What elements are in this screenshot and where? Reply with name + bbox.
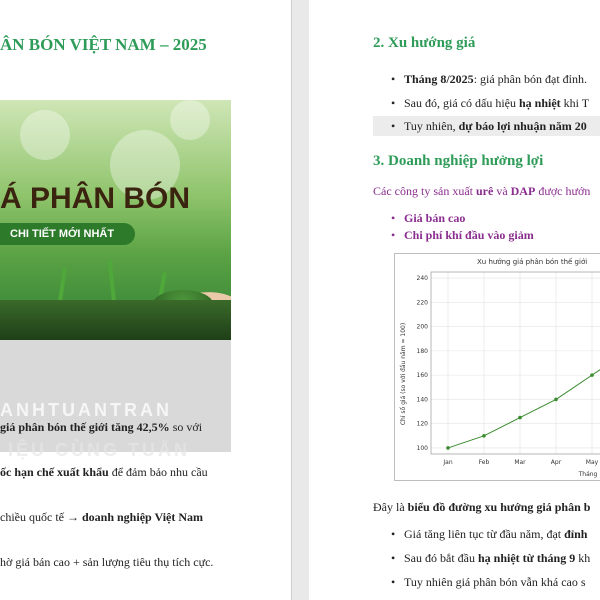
chart-data-point [518, 416, 522, 420]
chart-x-tick-label: May [585, 459, 599, 466]
chart-x-axis-label: Tháng [578, 471, 598, 478]
after-chart-bullet: Giá tăng liên tục từ đầu năm, đạt đỉnh [404, 527, 588, 541]
section-2-heading: 2. Xu hướng giá [373, 35, 476, 51]
chart-y-tick-label: 160 [416, 372, 428, 380]
document-page-right [309, 0, 600, 600]
chart-svg [395, 254, 600, 482]
chart-y-tick-label: 200 [416, 323, 428, 331]
bullet-glyph: • [391, 527, 396, 541]
bullet-glyph: • [391, 72, 396, 86]
image-placeholder-panel [0, 340, 231, 452]
after-chart-bullet: Tuy nhiên giá phân bón vẫn khá cao s [404, 575, 586, 589]
body-line: chiều quốc tế → doanh nghiệp Việt Nam [0, 510, 204, 524]
chart-plot-frame [431, 272, 600, 454]
chart-x-tick-label: Jan [443, 459, 453, 466]
body-line: ốc hạn chế xuất khẩu để đảm bảo nhu cầu [0, 465, 208, 479]
document-title: ÂN BÓN VIỆT NAM – 2025 [0, 35, 207, 54]
bullet-glyph: • [391, 211, 396, 225]
chart-y-tick-label: 240 [416, 275, 428, 283]
chart-data-point [446, 446, 450, 450]
chart-title: Xu hướng giá phân bón thế giới [477, 258, 588, 266]
section-2-bullet: Tuy nhiên, dự báo lợi nhuận năm 20 [404, 119, 587, 133]
banner-subtitle: CHI TIẾT MỚI NHẤT [0, 223, 135, 245]
body-line: giá phân bón thế giới tăng 42,5% so với [0, 420, 203, 434]
chart-data-point [590, 373, 594, 377]
bullet-glyph: • [391, 551, 396, 565]
banner-image [0, 100, 231, 340]
watermark-1: ANHTUANTRAN [0, 400, 172, 420]
section-3-heading: 3. Doanh nghiệp hưởng lợi [373, 153, 544, 169]
chart-y-tick-label: 180 [416, 347, 428, 355]
document-page-left [0, 0, 291, 600]
purple-bullet: Giá bán cao [404, 211, 466, 225]
bullet-glyph: • [391, 228, 396, 242]
chart-data-point [554, 398, 558, 402]
chart-y-tick-label: 120 [416, 420, 428, 428]
page-left-edge [291, 0, 292, 600]
bullet-glyph: • [391, 575, 396, 589]
chart-description: Đây là biểu đồ đường xu hướng giá phân b [373, 500, 591, 514]
after-chart-bullet: Sau đó bắt đầu hạ nhiệt từ tháng 9 kh [404, 551, 591, 565]
bullet-glyph: • [391, 96, 396, 110]
bullet-glyph: • [391, 119, 396, 133]
chart-y-axis-label: Chỉ số giá (so với đầu năm = 100) [400, 322, 407, 426]
chart-y-tick-label: 140 [416, 396, 428, 404]
banner-title: Á PHÂN BÓN [0, 182, 191, 215]
body-line: hờ giá bán cao + sản lượng tiêu thụ tích cực. [0, 555, 214, 569]
section-2-bullet: Sau đó, giá có dấu hiệu hạ nhiệt khi T [404, 96, 590, 110]
section-2-bullet: Tháng 8/2025: giá phân bón đạt đỉnh. [404, 72, 588, 86]
chart-y-tick-label: 220 [416, 299, 428, 307]
chart-x-tick-label: Apr [550, 459, 562, 466]
purple-bullet: Chi phí khí đầu vào giảm [404, 228, 534, 242]
chart-data-point [482, 434, 486, 438]
line-chart [394, 253, 600, 481]
chart-x-tick-label: Feb [478, 459, 490, 466]
soil-image [0, 300, 231, 340]
chart-y-tick-label: 100 [416, 444, 428, 452]
section-3-intro: Các công ty sản xuất urê và DAP được hướn [373, 184, 591, 198]
watermark-2: IỆU CÙNG TUẤN [8, 440, 190, 460]
chart-x-tick-label: Mar [514, 459, 526, 466]
